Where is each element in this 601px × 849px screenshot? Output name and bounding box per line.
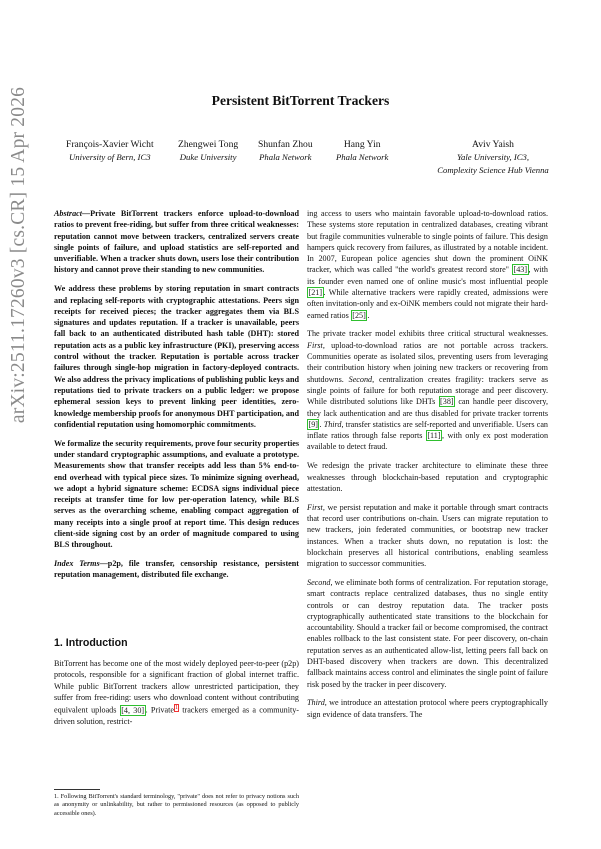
footnote: 1. Following BitTorrent's standard terminology, "private" does not refer to privacy notions such as anonymity or unlinkability, but rather to permissioned resources (as opposed to publicly accessible ones). bbox=[54, 793, 299, 817]
body-paragraph: The private tracker model exhibits three critical structural weaknesses. First, upload-to-download ratios are not portable across trackers. Communities operate as isolated silos, preventing users from leveraging their contribution history when joining new trackers or recovering from shutdowns. Second, centralization creates fragility: trackers serve as single points of failure for both reputation storage and peer discovery. While distributed solutions like DHTs [38] can handle peer discovery, they lack authentication and are thus disabled for private tracker torrents [9] . Third, transfer statistics are self-reported and unverifiable. Users can inflate ratios through false reports [11] , with only ex post moderation available to detect fraud. bbox=[307, 329, 549, 452]
citation-link[interactable]: [4, 30] bbox=[121, 705, 145, 715]
author-affiliation: Phala Network bbox=[336, 152, 389, 162]
body-paragraph: BitTorrent has become one of the most widely deployed peer-to-peer (p2p) protocols, responsible for a significant fraction of global internet traffic. While public BitTorrent trackers allow unrestricted participation, they suffer from free-riding: users who download content without contributing equivalent uploads [4, 30] . Private$^1$ trackers emerged as a community-driven solution, restrict- bbox=[54, 659, 299, 727]
author bbox=[336, 138, 388, 164]
intro-text bbox=[54, 658, 299, 735]
author bbox=[418, 138, 568, 176]
body-paragraph: First, we persist reputation and make it portable through smart contracts that record user contributions on-chain. Users can migrate reputation to new trackers, join federated communities, or bootstrap new tracker instances. When a tracker shuts down, no reputation is lost: the blockchain preserves all historical contributions, enabling seamless migration to successor communities. bbox=[307, 502, 548, 569]
author-affiliation: Duke University bbox=[179, 152, 237, 162]
paper-title: Persistent BitTorrent Trackers bbox=[211, 93, 390, 108]
author-affiliation: Phala Network bbox=[259, 152, 312, 162]
citation-link[interactable]: [43] bbox=[513, 265, 528, 275]
abstract-paragraph: Abstract—Private BitTorrent trackers enforce upload-to-download ratios to prevent free-riding, but suffer from three critical weaknesses: reputation cannot move between trackers, centralized servers create single points of failure, and upload statistics are self-reported and unverifiable. When a tracker shuts down, users lose their contribution history and cannot prove their standing to new communities. bbox=[54, 209, 299, 275]
abstract-paragraph: We formalize the security requirements, prove four security properties under standard cryptographic assumptions, and evaluate a prototype. Measurements show that transfer receipts add less than 5% end-to-end overhead with typical piece sizes. To minimize signing overhead, we adopt a hybrid signature scheme: ECDSA signs individual piece receipts at transfer time for low per-operation latency, while BLS serves as the overarching scheme, enabling compact aggregation of many receipts into a single proof at report time. This design reduces client-side signing cost by an order of magnitude compared to using BLS throughout. bbox=[54, 438, 299, 550]
author-affiliation: University of Bern, IC3 bbox=[69, 152, 151, 162]
body-paragraph: Third, we introduce an attestation protocol where peers cryptographically sign evidence of data transfers. The bbox=[307, 698, 548, 719]
author-name: Hang Yin bbox=[343, 139, 381, 150]
author bbox=[258, 138, 313, 164]
section-heading: 1. Introduction bbox=[54, 637, 128, 649]
citation-link[interactable]: [25] bbox=[352, 310, 366, 320]
arxiv-side-stamp: arXiv:2511.17260v3 [cs.CR] 15 Apr 2026 bbox=[8, 86, 29, 424]
abstract bbox=[54, 208, 299, 588]
footnote-rule bbox=[54, 789, 100, 790]
footnote-link[interactable]: 1 bbox=[174, 705, 178, 712]
author-name: Zhengwei Tong bbox=[178, 139, 239, 150]
citation-link[interactable]: [11] bbox=[427, 431, 441, 441]
abstract-lead: Abstract bbox=[54, 209, 82, 218]
right-column bbox=[307, 208, 548, 727]
body-paragraph: Second, we eliminate both forms of centralization. For reputation storage, smart contracts replace centralized databases, thus no single entity controls or can destroy reputation data. The tracker posts cryptographically authenticated state transitions to the blockchain for accountability. Should a tracker fail or become compromised, the contract enables rollback to the last consistent state. For peer discovery, on-chain reputation serves as an authenticated allow-list, letting peers fall back on DHT-based discovery when trackers are down. This decentralized fallback maintains access control and eliminates the single point of failure risk posed by the tracker in peer discovery. bbox=[307, 577, 548, 689]
author-name: Shunfan Zhou bbox=[258, 139, 313, 150]
citation-link[interactable]: [21] bbox=[308, 288, 323, 298]
author bbox=[66, 138, 154, 164]
citation-link[interactable]: [38] bbox=[440, 397, 454, 407]
author-name: Aviv Yaish bbox=[472, 139, 514, 150]
index-terms-lead: Index Terms bbox=[54, 559, 100, 569]
citation-link[interactable]: [9] bbox=[308, 419, 318, 429]
author-affiliation: Yale University, IC3, bbox=[456, 152, 530, 162]
abstract-paragraph: We address these problems by storing reputation in smart contracts and replacing self-reports with cryptographic attestations. Peers sign receipts for received pieces; the tracker aggregates them via BLS signatures and updates reputation. If a tracker is unavailable, peers fall back to an authenticated distributed hash table (DHT): stored reputation acts as a public key infrastructure (PKI), preserving access control without the tracker. Reputation is portable across tracker failures through single-hop migration in factory-deployed contracts. We also address the privacy implications of publishing public keys and reputations tied to private trackers on a public ledger: we propose ephemeral session keys to prevent linking peer identities, zero-knowledge membership proofs for anonymous DHT participation, and confidential reputation using homomorphic commitments. bbox=[54, 284, 299, 429]
body-paragraph: ing access to users who maintain favorable upload-to-download ratios. These systems store reputation in centralized databases, creating vibrant but fragile communities vulnerable to single points of failure. This design hampers quick recovery from failures, as illustrated by a notable incident. In 2007, European police agencies shut down the prominent OiNK tracker, which was called "the world's greatest record store" [43] , with its founder even named one of online music's most influential people [21] . While alternative trackers were rapidly created, admissions were often invitation-only and ex-OiNK members could not migrate their hard-earned ratios [25] . bbox=[307, 209, 548, 320]
author-name: François-Xavier Wicht bbox=[66, 139, 154, 150]
index-terms: Index Terms—p2p, file transfer, censorship resistance, persistent reputation management, distributed file exchange. bbox=[54, 559, 299, 580]
body-paragraph: We redesign the private tracker architecture to eliminate these three weaknesses through blockchain-based reputation and cryptographic attestation. bbox=[307, 461, 548, 493]
author bbox=[178, 138, 238, 164]
author-affiliation: Complexity Science Hub Vienna bbox=[437, 164, 549, 175]
